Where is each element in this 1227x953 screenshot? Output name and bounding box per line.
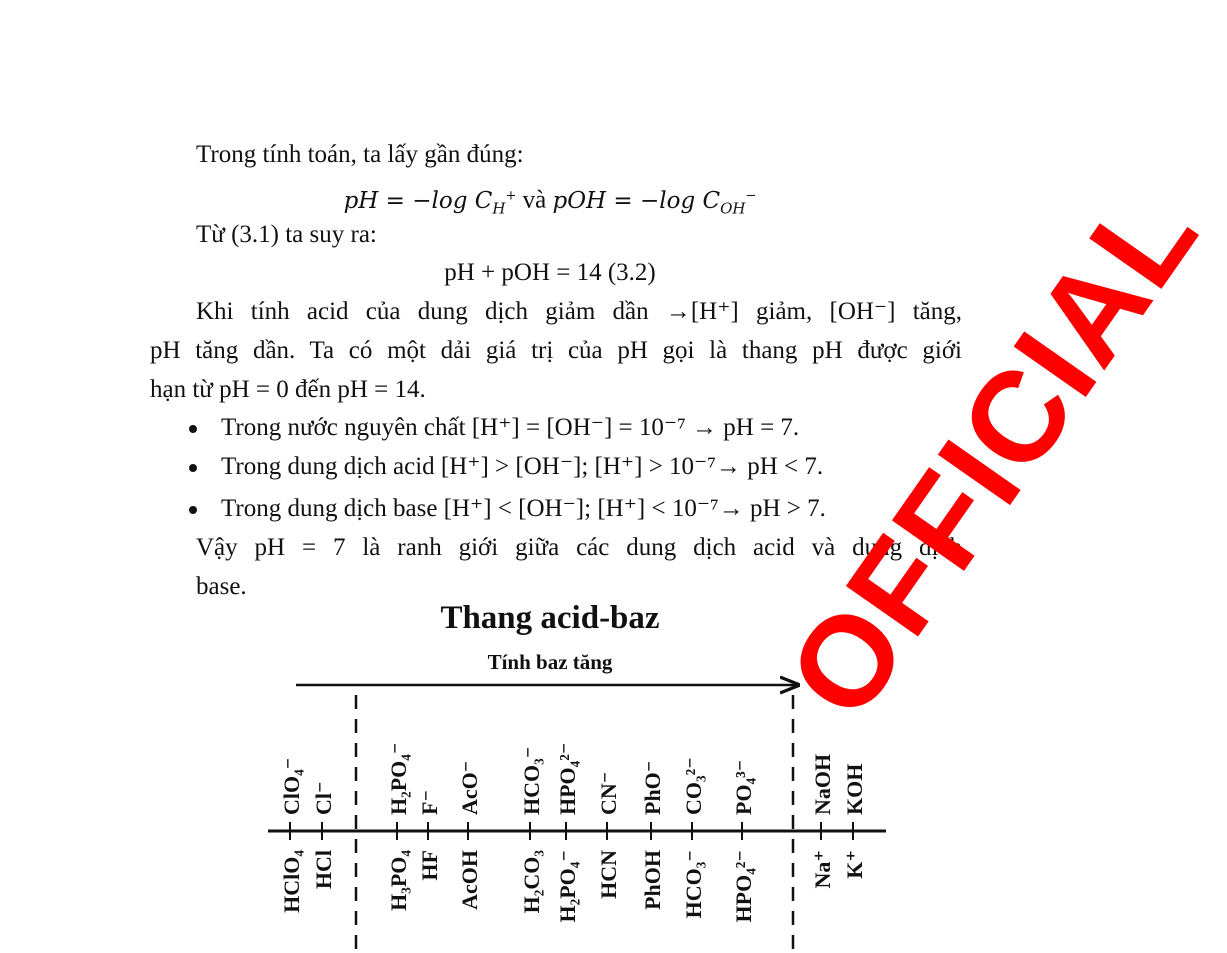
bullet-base: Trong dung dịch base [H⁺] < [OH⁻]; [H⁺] < 10⁻⁷→ pH > 7. — [221, 495, 826, 522]
conjugate-base-label: PhO⁻ — [640, 760, 665, 815]
conjugate-base-label: HPO₄²⁻ — [555, 742, 580, 815]
acid-label: H₂PO₄⁻ — [555, 850, 580, 923]
figure-title: Thang acid-baz — [440, 600, 660, 636]
bullet-acid: Trong dung dịch acid [H⁺] > [OH⁻]; [H⁺] > 10⁻⁷→ pH < 7. — [221, 453, 824, 480]
paragraph-acidity-line-3: hạn từ pH = 0 đến pH = 14. — [150, 376, 426, 403]
conjugate-base-label: Cl⁻ — [311, 781, 336, 815]
equation-conjunction: và — [516, 186, 553, 214]
conjugate-base-label: CN⁻ — [596, 771, 621, 815]
conjugate-base-label: PO₄³⁻ — [731, 759, 756, 815]
acid-labels — [279, 850, 867, 923]
conjugate-base-labels — [279, 743, 867, 815]
bullet-marker — [189, 425, 197, 433]
acid-label: K⁺ — [842, 850, 867, 879]
conjugate-base-label: CO₃²⁻ — [681, 757, 706, 815]
bullet-neutral: Trong nước nguyên chất [H⁺] = [OH⁻] = 10⁻⁷ → pH = 7. — [221, 414, 800, 441]
paragraph-conclusion-line-1: Vậy pH = 7 là ranh giới giữa các dung dịch acid và dung dịch — [196, 534, 962, 561]
conjugate-base-label: KOH — [842, 763, 867, 815]
scale-ticks — [290, 822, 853, 840]
acid-label: HCl — [311, 850, 336, 890]
conjugate-base-label: ClO₄⁻ — [279, 757, 304, 815]
acid-label: HF — [417, 850, 442, 881]
bullet-marker — [189, 464, 197, 472]
conjugate-base-label: H₂PO₄⁻ — [386, 742, 411, 815]
conjugate-base-label: NaOH — [810, 753, 835, 815]
acid-label: HClO₄ — [279, 850, 304, 913]
acid-label: AcOH — [457, 850, 482, 910]
watermark-official: OFFICIAL — [760, 164, 1226, 743]
conjugate-base-label: HCO₃⁻ — [519, 746, 544, 815]
acid-label: H₃PO₄ — [386, 850, 411, 911]
paragraph-conclusion-line-2: base. — [196, 573, 247, 600]
equation-ph-poh-definition — [0, 181, 1100, 223]
acid-label: HCN — [596, 850, 621, 899]
conjugate-base-label: AcO⁻ — [457, 760, 482, 815]
acid-label: H₂CO₃ — [519, 850, 544, 914]
paragraph-intro: Trong tính toán, ta lấy gần đúng: — [196, 141, 524, 168]
bullet-marker — [189, 506, 197, 514]
equation-poh: pOH = −log $C_{OH}^-$ — [552, 187, 757, 218]
paragraph-derive: Từ (3.1) ta suy ra: — [196, 221, 377, 248]
equation-ph: pH = −log $C_H^+$ — [343, 187, 517, 218]
acid-label: Na⁺ — [810, 850, 835, 889]
conjugate-base-label: F⁻ — [417, 789, 442, 815]
paragraph-acidity-line-1: Khi tính acid của dung dịch giảm dần →[H⁺] giảm, [OH⁻] tăng, — [196, 298, 962, 325]
acid-label: HCO₃⁻ — [681, 850, 706, 919]
acid-label: PhOH — [640, 850, 665, 910]
acid-label: HPO₄²⁻ — [731, 850, 756, 923]
paragraph-acidity-line-2: pH tăng dần. Ta có một dải giá trị của pH gọi là thang pH được giới — [150, 337, 962, 364]
figure-arrow-label: Tính baz tăng — [487, 650, 613, 674]
equation-3-2: pH + pOH = 14 (3.2) — [444, 259, 656, 286]
